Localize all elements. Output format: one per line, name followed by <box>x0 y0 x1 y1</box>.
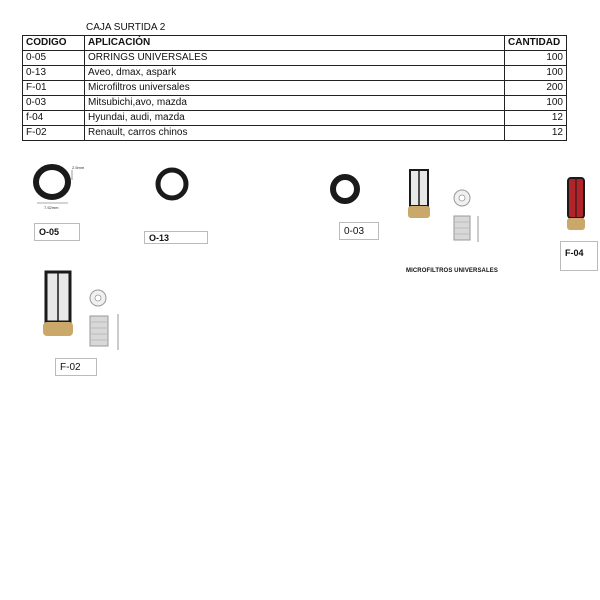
label-o13: O-13 <box>144 231 208 244</box>
cell-application: ORRINGS UNIVERSALES <box>85 51 505 66</box>
table-row <box>23 126 567 141</box>
label-f02: F-02 <box>55 358 97 376</box>
table-row <box>23 51 567 66</box>
cell-application: Mitsubichi,avo, mazda <box>85 96 505 111</box>
filter-f02-diagram <box>84 288 128 358</box>
microfilter-diagram <box>448 188 488 248</box>
cell-quantity: 12 <box>505 111 567 126</box>
header-code: CODIGO <box>23 36 85 51</box>
cell-quantity: 200 <box>505 81 567 96</box>
table-row <box>23 81 567 96</box>
table-row <box>23 66 567 81</box>
o-ring-003-image <box>328 172 362 206</box>
cell-code: 0-05 <box>23 51 85 66</box>
cell-application: Aveo, dmax, aspark <box>85 66 505 81</box>
cell-quantity: 100 <box>505 66 567 81</box>
o05-height-dimension: 2.5mm <box>72 165 85 170</box>
filter-f02-image <box>38 270 78 342</box>
cell-quantity: 100 <box>505 51 567 66</box>
cell-quantity: 12 <box>505 126 567 141</box>
cell-code: F-02 <box>23 126 85 141</box>
cell-code: 0-03 <box>23 96 85 111</box>
cell-code: 0-13 <box>23 66 85 81</box>
microfilter-image <box>404 168 434 222</box>
header-application: APLICACIÓN <box>85 36 505 51</box>
sheet-caption: CAJA SURTIDA 2 <box>86 22 166 33</box>
o-ring-o13-image <box>152 164 192 204</box>
filter-f04-image <box>562 176 590 240</box>
label-f04: F-04 <box>560 241 598 271</box>
header-quantity: CANTIDAD <box>505 36 567 51</box>
cell-code: F-01 <box>23 81 85 96</box>
table-row <box>23 111 567 126</box>
table-row <box>23 96 567 111</box>
microfilter-caption: MICROFILTROS UNIVERSALES <box>406 268 498 274</box>
cell-application: Microfiltros universales <box>85 81 505 96</box>
cell-application: Renault, carros chinos <box>85 126 505 141</box>
table-header-row <box>23 36 567 51</box>
cell-code: f-04 <box>23 111 85 126</box>
label-003: 0-03 <box>339 222 379 240</box>
o05-width-dimension: 7.52mm <box>44 205 59 210</box>
cell-quantity: 100 <box>505 96 567 111</box>
label-o05: O-05 <box>34 223 80 241</box>
assortment-table <box>22 35 567 141</box>
cell-application: Hyundai, audi, mazda <box>85 111 505 126</box>
